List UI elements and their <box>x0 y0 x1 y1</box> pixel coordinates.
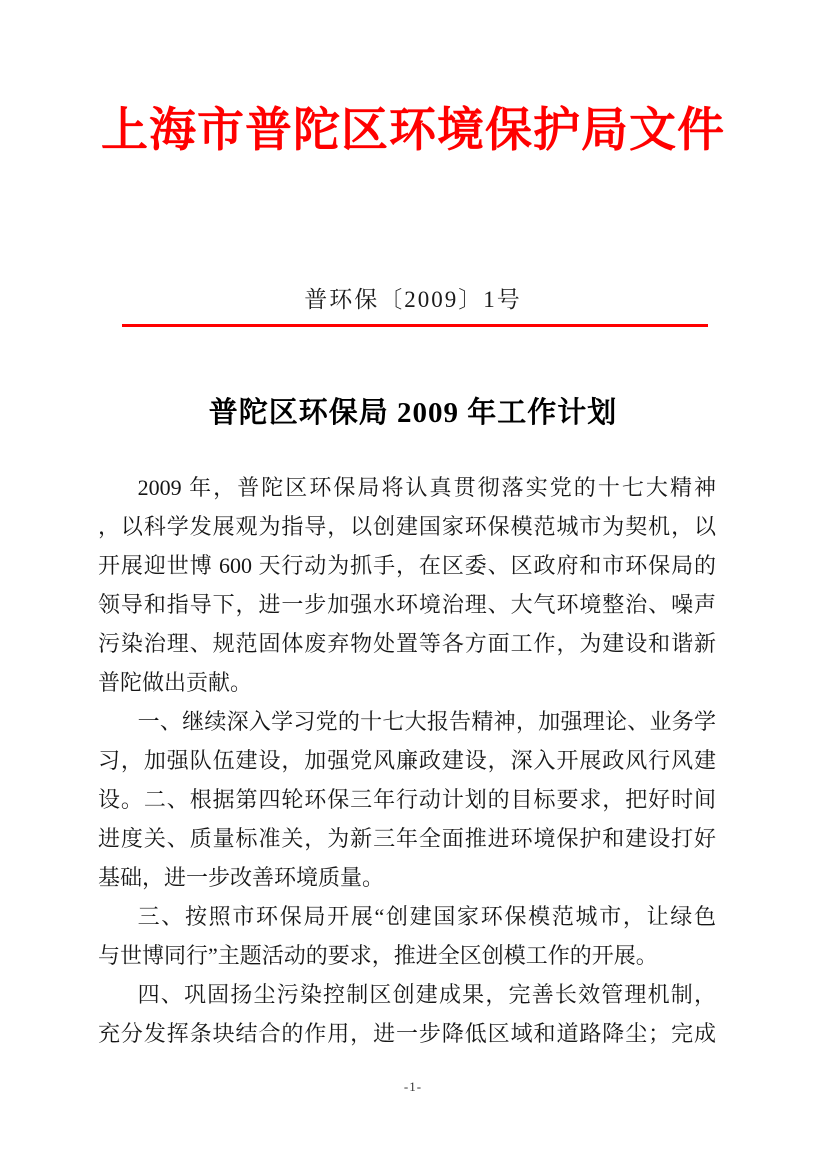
body-line: 四、巩固扬尘污染控制区创建成果，完善长效管理机制， <box>137 982 716 1007</box>
body-line: 领导和指导下，进一步加强水环境治理、大气环境整治、噪声 <box>98 592 716 617</box>
body-line: 开展迎世博 600 天行动为抓手，在区委、区政府和市环保局的 <box>98 553 716 578</box>
page-number: -1- <box>403 1079 423 1094</box>
body-line: ，以科学发展观为指导，以创建国家环保模范城市为契机，以 <box>98 514 716 539</box>
body-line: 基础，进一步改善环境质量。 <box>98 865 385 890</box>
body-line: 普陀做出贡献。 <box>98 670 253 695</box>
body-line: 设。二、根据第四轮环保三年行动计划的目标要求，把好时间 <box>98 787 716 812</box>
body-line: 进度关、质量标准关，为新三年全面推进环境保护和建设打好 <box>98 826 716 851</box>
body-line: 充分发挥条块结合的作用，进一步降低区域和道路降尘；完成 <box>98 1021 716 1046</box>
document-number: 普环保〔2009〕1号 <box>304 287 522 312</box>
agency-header-title: 上海市普陀区环境保护局文件 <box>101 105 725 157</box>
red-separator-line <box>122 324 708 327</box>
document-body <box>98 468 716 1053</box>
body-line: 2009 年，普陀区环保局将认真贯彻落实党的十七大精神 <box>137 475 716 500</box>
body-line: 与世博同行”主题活动的要求，推进全区创模工作的开展。 <box>98 943 658 968</box>
body-line: 一、继续深入学习党的十七大报告精神，加强理论、业务学 <box>137 709 716 734</box>
document-title: 普陀区环保局 2009 年工作计划 <box>208 397 618 429</box>
body-line: 习，加强队伍建设，加强党风廉政建设，深入开展政风行风建 <box>98 748 716 773</box>
body-line: 三、按照市环保局开展“创建国家环保模范城市，让绿色 <box>137 904 716 929</box>
body-line: 污染治理、规范固体废弃物处置等各方面工作，为建设和谐新 <box>98 631 716 656</box>
